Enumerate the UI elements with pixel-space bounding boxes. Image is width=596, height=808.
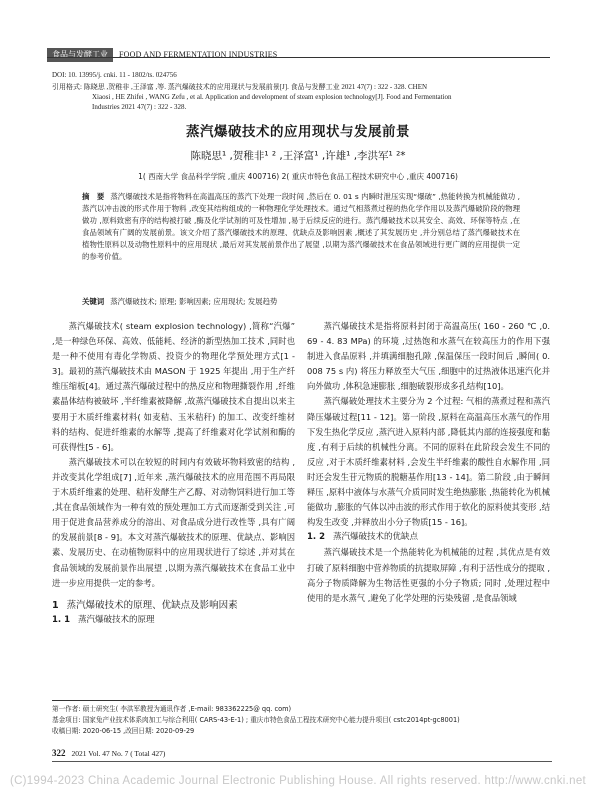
- section-heading-1-2: [307, 530, 550, 545]
- footnote-rule: [52, 700, 172, 701]
- abstract-label: 摘 要: [82, 192, 105, 201]
- page-footer: [52, 748, 165, 758]
- section-title: 蒸汽爆破技术的原理、优缺点及影响因素: [66, 599, 238, 611]
- citation-line-1: 引用格式: 陈晓思 ,贺稚非 ,王泽富 ,等. 蒸汽爆破技术的应用现状与发展前景[J]. 食品与发酵工业 2021 47(7) : 322 - 328. CHEN: [52, 83, 428, 91]
- header-rule: [47, 57, 550, 58]
- footnote-funding: 基金项目: 国家兔产业技术体系肉加工与综合利用( CARS-43-E-1) ; 重庆市特色食品工程技术研究中心能力提升项目( cstc2014pt-gc8001): [52, 716, 460, 724]
- abstract: [82, 191, 520, 264]
- keywords-text: 蒸汽爆破技术; 原理; 影响因素; 应用现状; 发展趋势: [110, 297, 278, 306]
- doi: DOI: 10. 13995/j. cnki. 11 - 1802/ts. 024756: [52, 71, 177, 79]
- page-number: 322: [52, 748, 66, 758]
- footnote-dates: 收稿日期: 2020-06-15 ,改回日期: 2020-09-29: [52, 727, 195, 735]
- paragraph: 蒸汽爆破技术( steam explosion technology) ,简称“汽爆” ,是一种绿色环保、高效、低能耗、经济的新型热加工技术 ,同时也是一种不使用有毒化学物质、投资少的物理化学预处理方式[1 - 3]。最初的蒸汽爆破技术由 MASON 于 1925 年提出 ,用于生产纤维压缩板[4]。通过蒸汽爆破过程中的热反应和物理撕裂作用 ,纤维素晶体结构被破坏 ,半纤维素被降解 ,故蒸汽爆破技术自提出以来主要用于木质纤维素材料( 如麦秸、玉米秸秆) 的加工、改变纤维材料的结构、促进纤维素的水解等 ,提高了纤维素对化学试剂和酶的可获得性[5 - 6]。: [52, 321, 295, 452]
- section-title: 蒸汽爆破技术的原理: [78, 614, 155, 625]
- paragraph: 蒸汽爆破处理技术主要分为 2 个过程: 气相的蒸煮过程和蒸汽降压爆破过程[11 - 12]。第一阶段 ,原料在高温高压水蒸气的作用下发生热化学反应 ,蒸汽进入原料内部 ,降低其内部的连接强度和黏度 ,有利于后续的机械性分离。不同的原料在此阶段会发生不同的反应 ,对于木质纤维素材料 ,会发生半纤维素的酸性自水解作用 ,同时还会发生苷元物质的脱糖基作用[13 - 14]。第二阶段 ,由于瞬间释压 ,原料中液体与水蒸气介质同时发生绝热膨胀 ,热能转化为机械能做功 ,膨胀的气体以冲击波的形式作用于软化的原料使其变形 ,结构发生改变 ,并释放出小分子物质[15 - 16]。: [307, 396, 550, 528]
- journal-name-en: FOOD AND FERMENTATION INDUSTRIES: [119, 50, 278, 59]
- paragraph: 蒸汽爆破技术是一个热能转化为机械能的过程 ,其优点是有效打破了原料细胞中营养物质的抗提取屏障 ,有利于活性成分的提取 ,高分子物质降解为生物活性更强的小分子物质; 同时 ,处理过程中使用的是水蒸气 ,避免了化学处理的污染残留 ,是食品领域: [307, 547, 550, 603]
- footer-rule: [52, 761, 552, 762]
- paper-title: 蒸汽爆破技术的应用现状与发展前景: [186, 124, 410, 140]
- journal-name-cn: 食品与发酵工业: [47, 48, 113, 62]
- section-heading-1-1: [52, 613, 295, 628]
- journal-header: [47, 42, 278, 59]
- section-number: 1. 1: [52, 614, 71, 625]
- right-column: [307, 319, 550, 606]
- issue-info: 2021 Vol. 47 No. 7 ( Total 427): [71, 749, 166, 758]
- footnote-author: 第一作者: 硕士研究生( 李洪军教授为通讯作者 ,E-mail: 983362225@ qq. com): [52, 705, 292, 713]
- affiliations: 1( 西南大学 食品科学学院 ,重庆 400716) 2( 重庆市特色食品工程技术研究中心 ,重庆 400716): [138, 172, 458, 181]
- citation-line-2: Xiaosi , HE Zhifei , WANG Zefu , et al. Application and development of steam explosion technology[J]. Food and Fermentation: [92, 93, 452, 101]
- keywords: [82, 296, 520, 307]
- abstract-text: 蒸汽爆破技术是指将物料在高温高压的蒸汽下处理一段时间 ,然后在 0. 01 s 内瞬时泄压实现“爆破” ,热能转换为机械能做功 ,蒸汽以冲击波的形式作用于物料 ,改变其结构组成的一种物理化学处理技术。通过气相蒸煮过程的热化学作用以及蒸汽爆破阶段的物理做功 ,原料致密有序的结构被打破 ,酶及化学试剂的可及性增加 ,易于后续反应的进行。蒸汽爆破技术以其安全、高效、环保等特点 ,在食品领域有广阔的发展前景。该文介绍了蒸汽爆破技术的原理、优缺点及影响因素 ,概述了其发展历史 ,并分别总结了蒸汽爆破技术在植物性原料以及动物性原料中的应用现状 ,最后对其发展前景作出了展望 ,以期为蒸汽爆破技术在食品领域进行更广阔的应用提供一定的参考价值。: [82, 192, 520, 262]
- section-number: 1: [52, 599, 59, 611]
- author-list: 陈晓思¹ ,贺稚非¹ ² ,王泽富¹ ,许雄¹ ,李洪军¹ ²*: [190, 150, 406, 162]
- citation-line-3: Industries 2021 47(7) : 322 - 328.: [92, 103, 187, 111]
- section-number: 1. 2: [307, 532, 326, 543]
- keywords-label: 关键词: [82, 297, 105, 306]
- copyright-watermark: (C)1994-2023 China Academic Journal Electronic Publishing House. All rights reserved. http://www.cnki.net: [9, 775, 587, 787]
- paragraph: 蒸汽爆破技术可以在较短的时间内有效破坏物料致密的结构 ,并改变其化学组成[7] ,近年来 ,蒸汽爆破技术的应用范围不再局限于木质纤维素的处理、秸秆发酵生产乙醇、对动物饲料进行加工等 ,其在食品领域作为一种有效的预处理加工方式而逐渐受到关注 ,可用于促进食品营养成分的溶出、对食品成分进行改性等 ,具有广阔的发展前景[8 - 9]。本文对蒸汽爆破技术的原理、优缺点、影响因素、发展历史、在动植物原料中的应用现状进行了综述 ,并对其在食品领域的发展前景作出展望 ,以期为蒸汽爆破技术在食品工业中进一步应用提供一定的参考。: [52, 456, 295, 588]
- section-heading-1: [52, 598, 295, 613]
- left-column: [52, 319, 295, 628]
- section-title: 蒸汽爆破技术的优缺点: [333, 532, 419, 543]
- paragraph: 蒸汽爆破技术是指将原料封闭于高温高压( 160 - 260 ℃ ,0. 69 - 4. 83 MPa) 的环境 ,过热饱和水蒸气在较高压力的作用下强制进入食品原料 ,并填满细胞孔隙 ,保温保压一段时间后 ,瞬间( 0. 008 75 s 内) 将压力释放至大气压 ,细胞中的过热液体迅速汽化并向外做功 ,体积急速膨胀 ,细胞破裂形成多孔结构[10]。: [307, 321, 550, 392]
